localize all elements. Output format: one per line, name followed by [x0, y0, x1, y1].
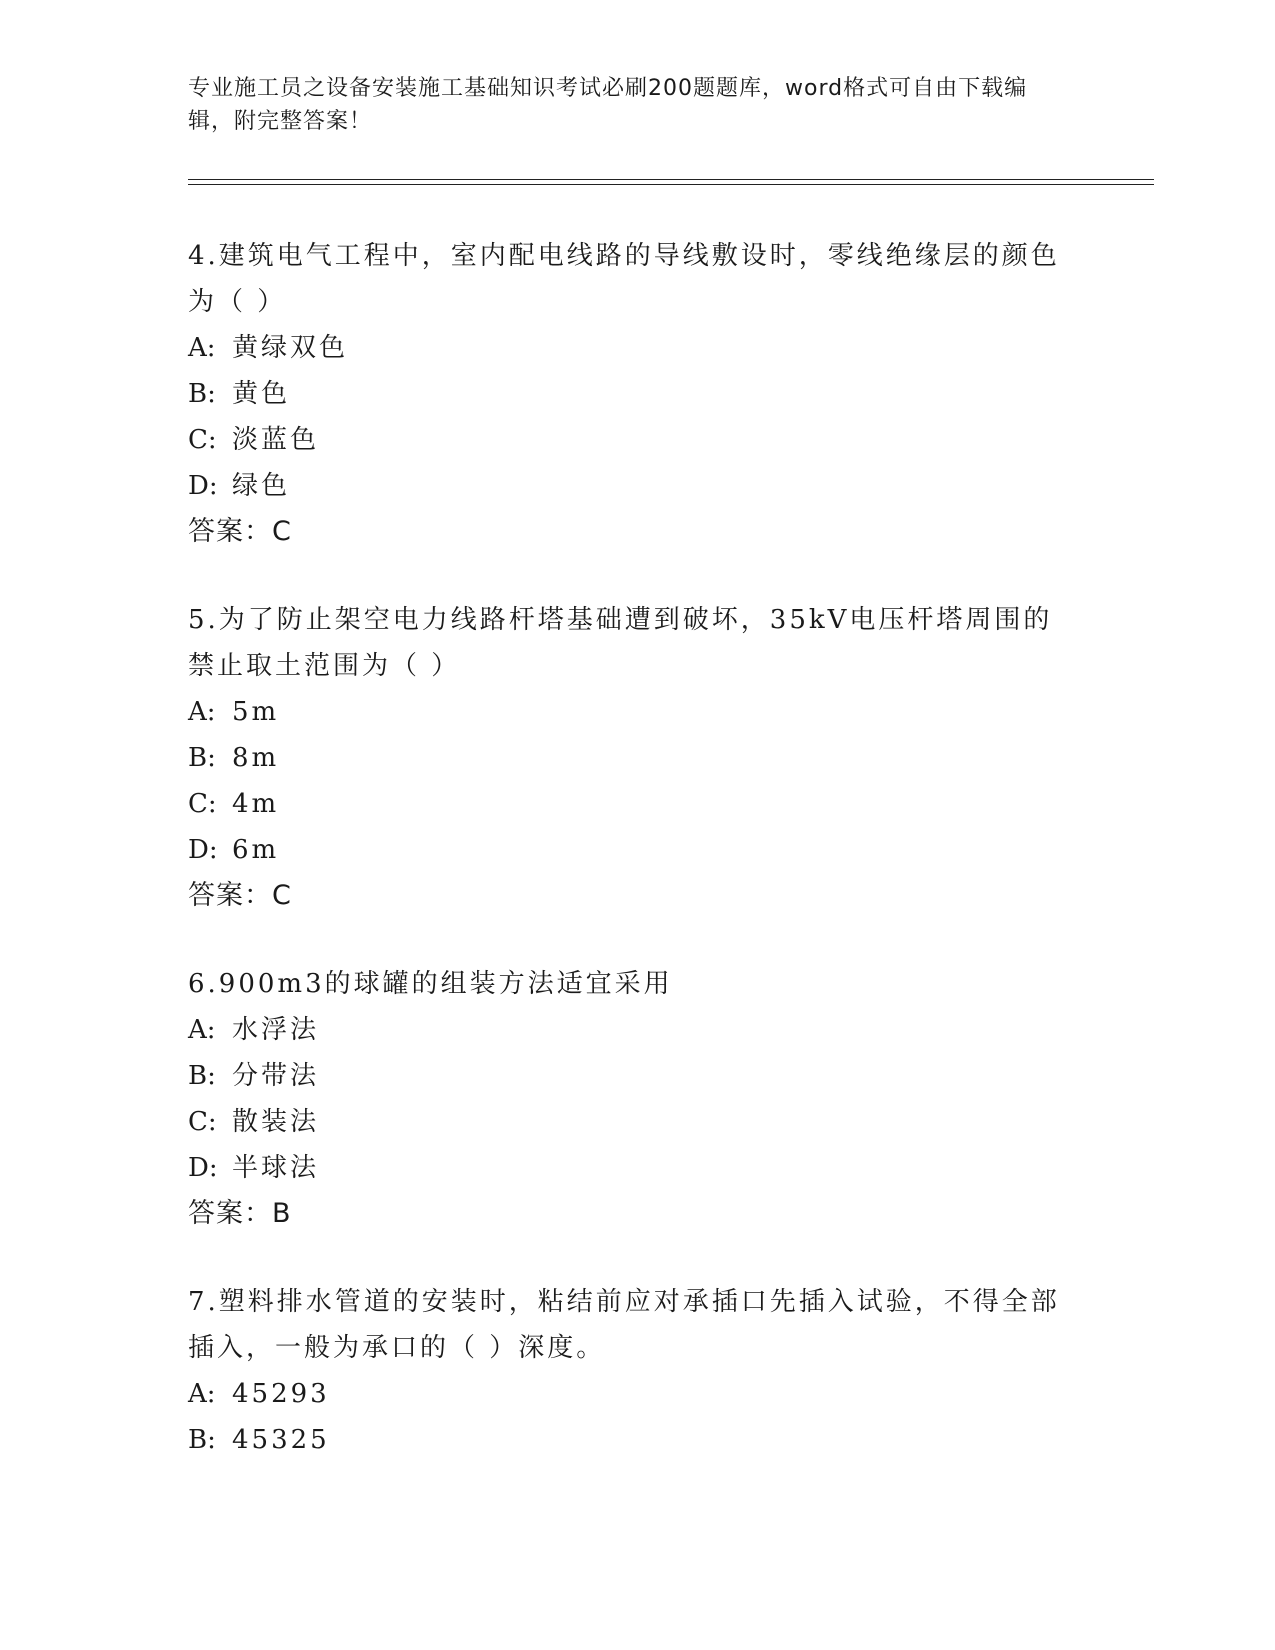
- option-d: [188, 463, 1068, 509]
- answer-line: 答案：C: [188, 516, 292, 547]
- option-a: [188, 325, 1068, 371]
- option-a: [188, 1371, 1068, 1417]
- option-d: [188, 827, 1068, 873]
- option-key: A:: [188, 1379, 216, 1409]
- question-6: [188, 961, 1068, 1237]
- option-c: [188, 781, 1068, 827]
- option-text: 黄色: [232, 379, 291, 409]
- question-4: [188, 233, 1068, 555]
- option-key: B:: [188, 1425, 216, 1455]
- question-stem: 7.塑料排水管道的安装时，粘结前应对承插口先插入试验，不得全部插入，一般为承口的（ ）深度。: [188, 1287, 1060, 1363]
- option-key: A:: [188, 1015, 216, 1045]
- answer-line: 答案：C: [188, 880, 292, 911]
- option-key: B:: [188, 1061, 216, 1091]
- answer-line: 答案：B: [188, 1198, 292, 1229]
- header-divider-bottom: [188, 184, 1154, 185]
- option-text: 半球法: [232, 1153, 320, 1183]
- option-text: 淡蓝色: [232, 425, 320, 455]
- option-key: A:: [188, 333, 216, 363]
- question-stem: 4.建筑电气工程中，室内配电线路的导线敷设时，零线绝缘层的颜色为（ ）: [188, 241, 1060, 317]
- option-key: B:: [188, 379, 216, 409]
- option-key: D:: [188, 835, 218, 865]
- option-c: [188, 1099, 1068, 1145]
- option-key: D:: [188, 471, 218, 501]
- option-text: 黄绿双色: [232, 333, 349, 363]
- header-divider-top: [188, 179, 1154, 180]
- option-text: 4m: [232, 789, 280, 819]
- option-text: 6m: [232, 835, 280, 865]
- option-text: 45293: [232, 1379, 330, 1409]
- option-text: 分带法: [232, 1061, 320, 1091]
- option-key: A:: [188, 697, 216, 727]
- option-a: [188, 689, 1068, 735]
- option-text: 45325: [232, 1425, 330, 1455]
- option-key: B:: [188, 743, 216, 773]
- option-text: 水浮法: [232, 1015, 320, 1045]
- option-b: [188, 1053, 1068, 1099]
- option-text: 8m: [232, 743, 280, 773]
- option-d: [188, 1145, 1068, 1191]
- document-header: 专业施工员之设备安装施工基础知识考试必刷200题题库，word格式可自由下载编辑，附完整答案！: [188, 76, 1028, 134]
- option-a: [188, 1007, 1068, 1053]
- question-5: [188, 597, 1068, 919]
- option-text: 5m: [232, 697, 280, 727]
- question-stem: 5.为了防止架空电力线路杆塔基础遭到破坏，35kV电压杆塔周围的禁止取土范围为（ ）: [188, 605, 1053, 681]
- option-text: 绿色: [232, 471, 291, 501]
- option-c: [188, 417, 1068, 463]
- option-b: [188, 1417, 1068, 1463]
- question-7: [188, 1279, 1068, 1463]
- option-key: D:: [188, 1153, 218, 1183]
- option-text: 散装法: [232, 1107, 320, 1137]
- question-stem: 6.900m3的球罐的组装方法适宜采用: [188, 969, 673, 999]
- option-key: C:: [188, 425, 217, 455]
- option-key: C:: [188, 789, 217, 819]
- option-key: C:: [188, 1107, 217, 1137]
- option-b: [188, 371, 1068, 417]
- option-b: [188, 735, 1068, 781]
